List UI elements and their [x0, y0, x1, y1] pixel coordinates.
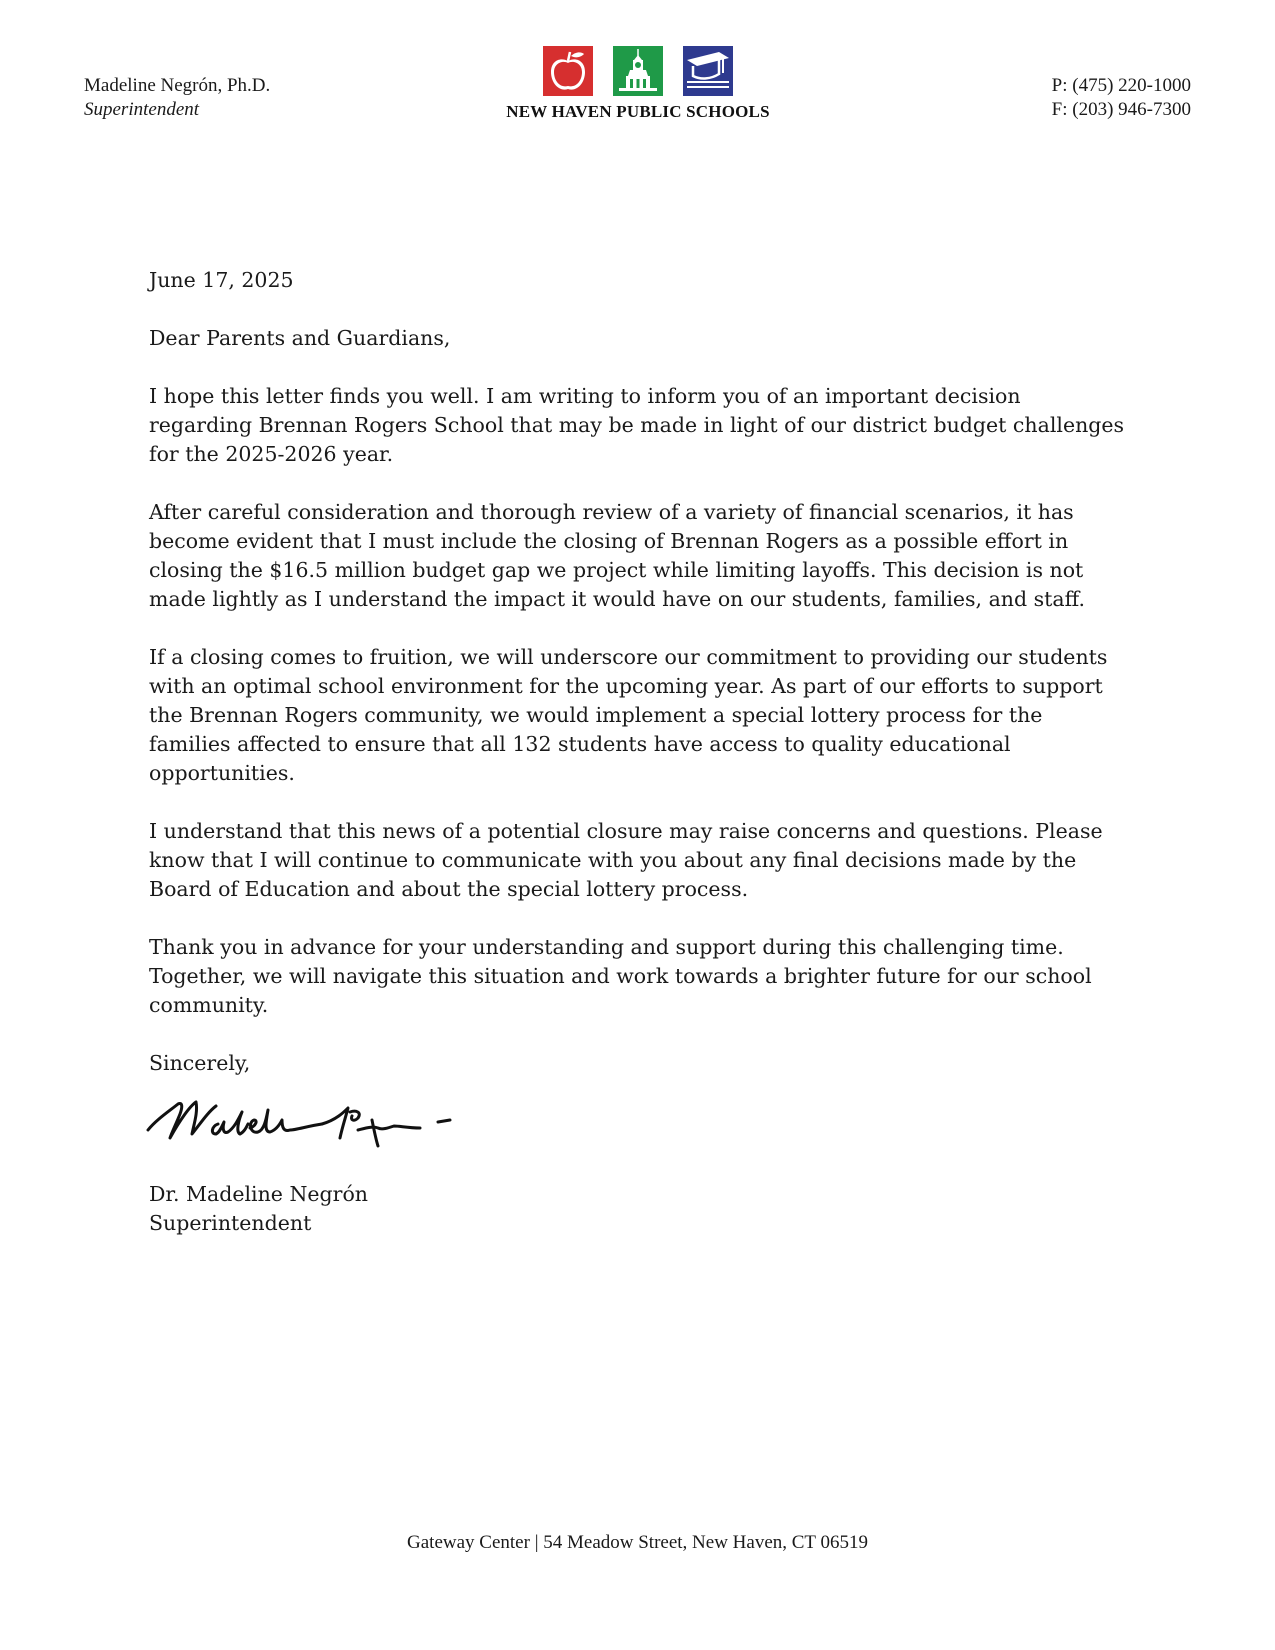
sender-title: Superintendent — [84, 99, 200, 120]
signer-block — [149, 1180, 368, 1238]
signer-title: Superintendent — [149, 1211, 312, 1235]
graduation-cap-icon — [683, 46, 733, 96]
fax-number: F: (203) 946-7300 — [1051, 99, 1191, 120]
letterhead-contact — [1052, 74, 1191, 122]
footer-address: Gateway Center | 54 Meadow Street, New Haven, CT 06519 — [407, 1532, 868, 1553]
sender-name: Madeline Negrón, Ph.D. — [84, 75, 271, 96]
letter-paragraph: After careful consideration and thorough review of a variety of financial scenarios, it has become evident that I must include the closing of Brennan Rogers as a possible effort in closing the $16.5 million budget gap we project while limiting layoffs. This decision is not made lightly as I understand the impact it would have on our students, families, and staff. — [149, 500, 1085, 611]
clock-tower-icon — [613, 46, 663, 96]
letter-paragraph: I understand that this news of a potential closure may raise concerns and questions. Please know that I will continue to communicate with you about any final decisions made by the Board of Education and about the special lottery process. — [149, 819, 1103, 901]
letter-salutation: Dear Parents and Guardians, — [149, 326, 451, 350]
letterhead-sender — [84, 74, 270, 122]
phone-number: P: (475) 220-1000 — [1051, 75, 1191, 96]
signer-name: Dr. Madeline Negrón — [149, 1182, 368, 1206]
district-logo — [498, 46, 778, 122]
letter-closing: Sincerely, — [149, 1051, 251, 1075]
district-name: NEW HAVEN PUBLIC SCHOOLS — [506, 102, 770, 121]
handwritten-signature — [146, 1090, 496, 1150]
letter-body — [149, 266, 1129, 1107]
letter-paragraph: I hope this letter finds you well. I am writing to inform you of an important decision regarding Brennan Rogers School that may be made in light of our district budget challenges for the 2025-2026 year. — [149, 384, 1125, 466]
apple-icon — [543, 46, 593, 96]
letter-paragraph: If a closing comes to fruition, we will underscore our commitment to providing our students with an optimal school environment for the upcoming year. As part of our efforts to support the Brennan Rogers community, we would implement a special lottery process for the families affected to ensure that all 132 students have access to quality educational opportunities. — [149, 645, 1108, 785]
letter-date: June 17, 2025 — [149, 268, 294, 292]
letter-paragraph: Thank you in advance for your understanding and support during this challenging time. Together, we will navigate this situation and work towards a brighter future for our school community. — [149, 935, 1092, 1017]
